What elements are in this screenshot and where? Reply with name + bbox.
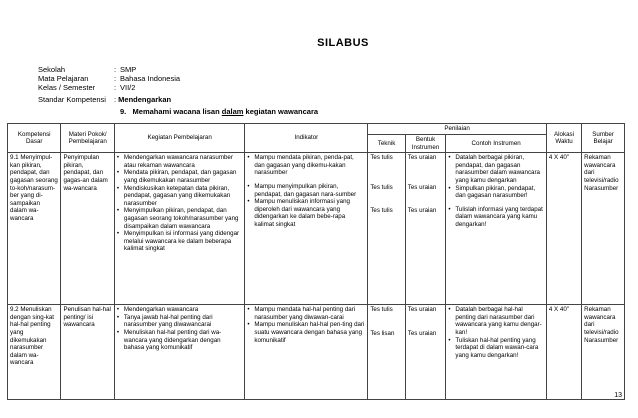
page-number: 13 [614, 392, 622, 399]
header-penilaian: Penilaian [368, 124, 547, 135]
kompetensi-inti: 9. Memahami wacana lisan dalam kegiatan wawancara [120, 107, 319, 116]
cell-contoh: • Datalah berbagai hal-hal penting dari narasumber dari wawancara yang kamu dengar-kan! • Tuliskan hal-hal penting yang terdapat di dalam wawan-cara yang kamu dengarkan! [446, 305, 547, 400]
cell-materi: Penulisan hal-hal penting/ isi wawancara [61, 305, 114, 400]
header-bentuk: Bentuk Instrumen [405, 135, 446, 153]
cell-kd: 9.2 Menuliskan dengan sing-kat hal-hal penting yang dikemukakan narasumber dalam wa-wancara [8, 305, 61, 400]
cell-contoh: • Datalah berbagai pikiran, pendapat, dan gagasan narasumber dalam wawancara yang kamu dengarkan • Simpulkan pikiran, pendapat, dan gagasan narasumber! • Tulislah informasi yang terdapat dalam wawancara yang kamu dengarkan! [446, 153, 547, 305]
document-title: SILABUS [317, 37, 369, 49]
table-row [8, 305, 625, 400]
cell-kegiatan: • Mendengarkan wawancara narasumber atau rekaman wawancara • Mendata pikiran, pendapat, dan gagasan yang dikemukakan narasumber • Mendiskusikan ketepatan data pikiran, pendapat, gagasan yang dikemukakan narasumber • Menyimpulkan pikiran, pendapat, dan gagasan seorang tokoh/narasumber yang disampaikan dalam wawancara • Menyimpulkan isi informasi yang didengar melalui wawancara ke dalam beberapa kalimat singkat [114, 153, 244, 305]
cell-materi: Penyimpulan pikiran, pendapat, dan gagas-an dalam wa-wancara [61, 153, 114, 305]
header-alokasi: Alokasi Waktu [546, 124, 581, 153]
cell-teknik: Tes tulis Tes tulis Tes tulis [368, 153, 405, 305]
header-materi: Materi Pokok/ Pembelajaran [61, 124, 114, 153]
meta-class: Kelas / Semester : VII/2 [38, 83, 136, 92]
table-row [8, 153, 625, 305]
cell-alokasi: 4 X 40" [546, 305, 581, 400]
cell-bentuk: Tes uraian Tes uraian [405, 305, 446, 400]
header-kegiatan: Kegiatan Pembelajaran [114, 124, 244, 153]
meta-school: Sekolah : SMP [38, 65, 137, 74]
cell-teknik: Tes tulis Tes lisan [368, 305, 405, 400]
cell-kd: 9.1 Menyimpul-kan pikiran, pendapat, dan gagasan seorang to-koh/narasum-ber yang di-sampaikan dalam wa-wancara [8, 153, 61, 305]
cell-indikator: • Mampu mendata pikiran, penda-pat, dan gagasan yang dikemu-kakan narasumber • Mampu menyimpulkan pikiran, pendapat, dan gagasan nara-sumber • Mampu menuliskan informasi yang diperoleh dari wawancara yang didengarkan ke dalam bebe-rapa kalimat singkat [245, 153, 368, 305]
standar-kompetensi: Standar Kompetensi : Mendengarkan [38, 95, 172, 104]
cell-alokasi: 4 X 40" [546, 153, 581, 305]
header-teknik: Teknik [368, 135, 405, 153]
header-sumber: Sumber Belajar [582, 124, 625, 153]
cell-sumber: Rekaman wawancara dari televisi/radio Narasumber [582, 153, 625, 305]
cell-sumber: Rekaman wawancara dari televisi/radio Narasumber [582, 305, 625, 400]
cell-bentuk: Tes uraian Tes uraian Tes uraian [405, 153, 446, 305]
meta-subject: Mata Pelajaran : Bahasa Indonesia [38, 74, 181, 83]
syllabus-table [7, 123, 625, 400]
cell-kegiatan: • Mendengarkan wawancara • Tanya jawab hal-hal penting dari narasumber yang diwawancarai • Menuliskan hal-hal penting dari wa-wancara yang didengarkan dengan bahasa yang komunikatif [114, 305, 244, 400]
header-contoh: Contoh Instrumen [446, 135, 547, 153]
header-kd: Kompetensi Dasar [8, 124, 61, 153]
cell-indikator: • Mampu mendata hal-hal penting dari narasumber yang diwawan-carai • Mampu menuliskan hal-hal pen-ting dari suatu wawancara dengan bahasa yang komunikatif [245, 305, 368, 400]
header-indikator: Indikator [245, 124, 368, 153]
